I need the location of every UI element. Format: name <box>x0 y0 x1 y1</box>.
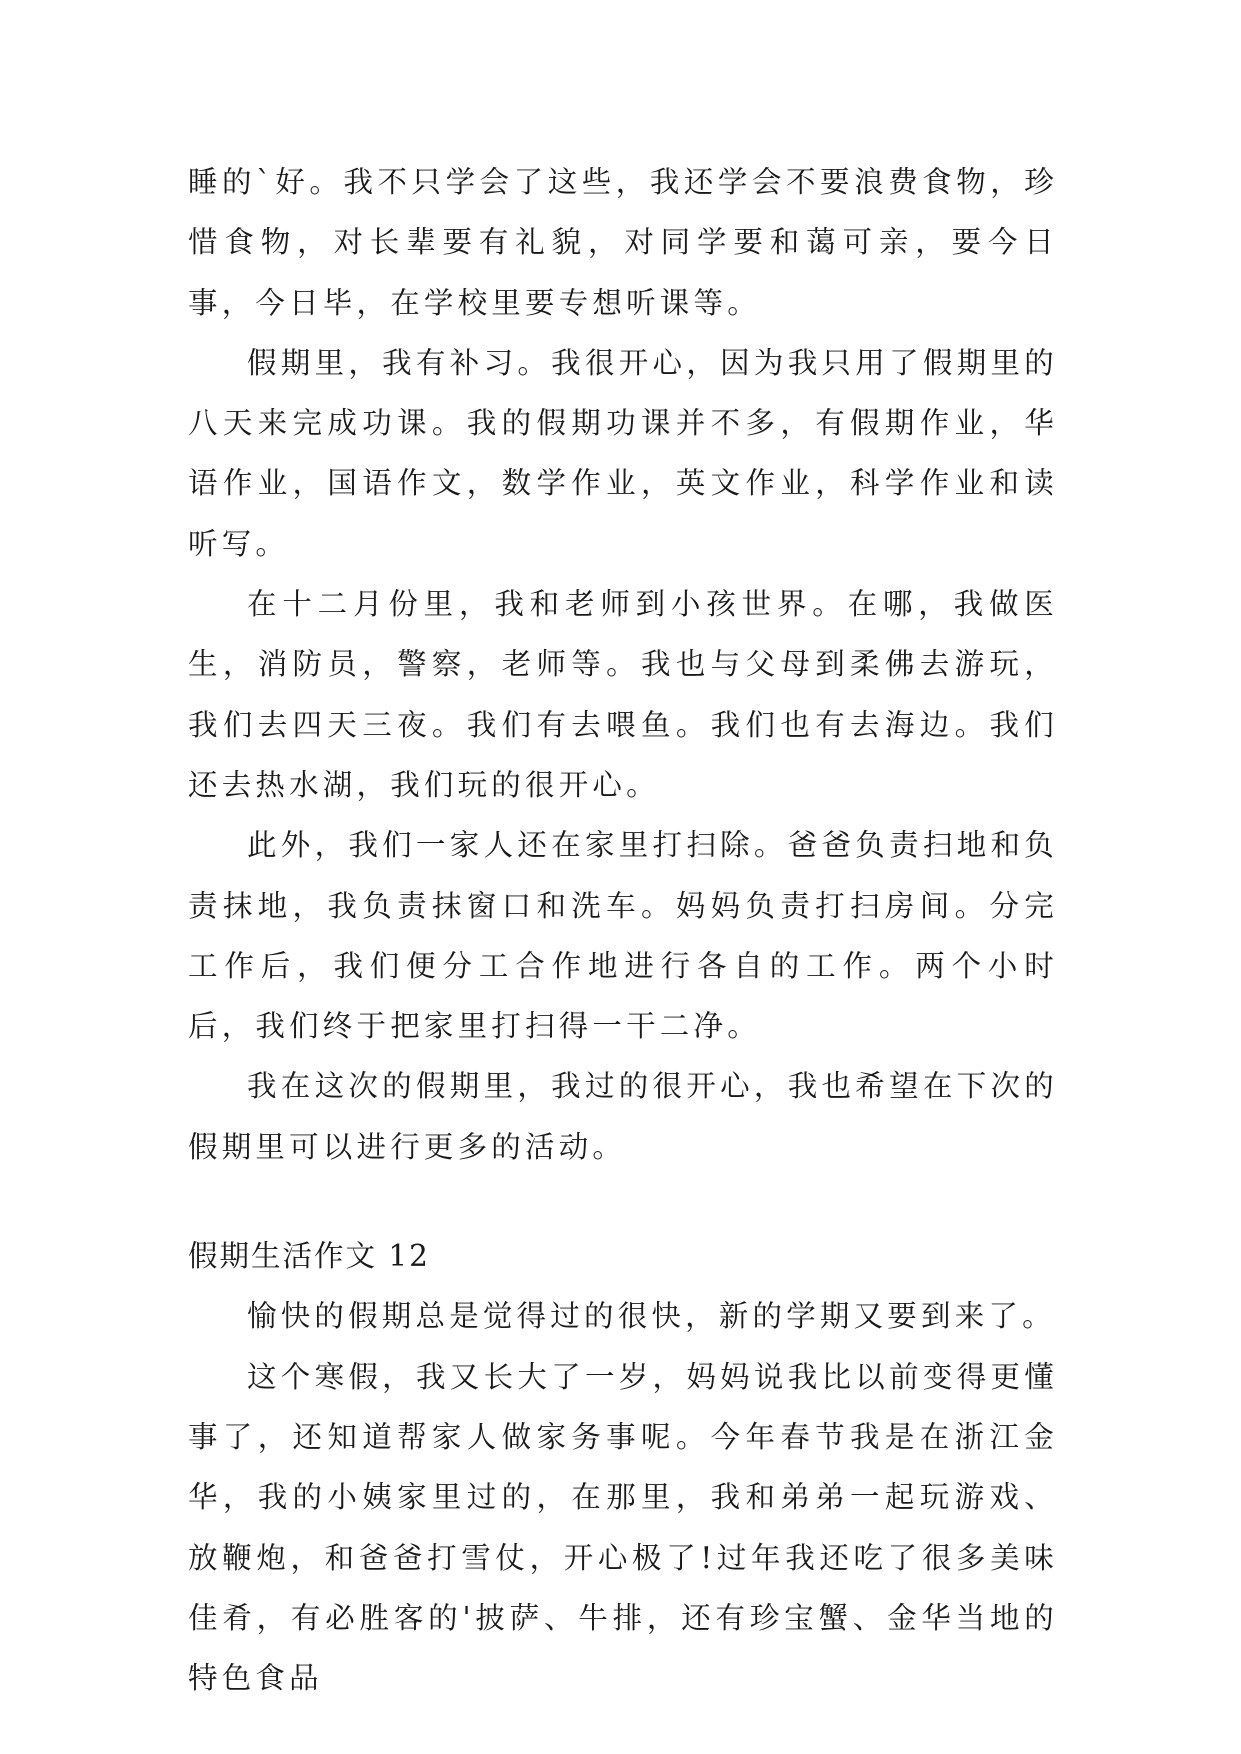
paragraph-conclusion: 我在这次的假期里，我过的很开心，我也希望在下次的假期里可以进行更多的活动。 <box>188 1069 1058 1164</box>
section-title: 假期生活作文 12 <box>188 1239 430 1274</box>
paragraph-winter-break: 这个寒假，我又长大了一岁，妈妈说我比以前变得更懂事了，还知道帮家人做家务事呢。今年春节我是在浙江金华，我的小姨家里过的，在那里，我和弟弟一起玩游戏、放鞭炮，和爸爸打雪仗，开心极了!过年我还吃了很多美味佳肴，有必胜客的'披萨、牛排，还有珍宝蟹、金华当地的特色食品 <box>188 1359 1058 1696</box>
paragraph-trip: 在十二月份里，我和老师到小孩世界。在哪，我做医生，消防员，警察，老师等。我也与父母到柔佛去游玩，我们去四天三夜。我们有去喂鱼。我们也有去海边。我们还去热水湖，我们玩的很开心。 <box>188 587 1058 802</box>
section-spacer <box>188 1177 1058 1226</box>
document-body <box>188 152 1058 1708</box>
paragraph-intro: 愉快的假期总是觉得过的很快，新的学期又要到来了。 <box>247 1299 1056 1334</box>
paragraph-cleaning: 此外，我们一家人还在家里打扫除。爸爸负责扫地和负责抹地，我负责抹窗口和洗车。妈妈负责打扫房间。分完工作后，我们便分工合作地进行各自的工作。两个小时后，我们终于把家里打扫得一干二净。 <box>188 828 1058 1044</box>
paragraph-homework: 假期里，我有补习。我很开心，因为我只用了假期里的八天来完成功课。我的假期功课并不多，有假期作业，华语作业，国语作文，数学作业，英文作业，科学作业和读听写。 <box>188 345 1058 561</box>
paragraph-continuation: 睡的`好。我不只学会了这些，我还学会不要浪费食物，珍惜食物，对长辈要有礼貌，对同学要和蔼可亲，要今日事，今日毕，在学校里要专想听课等。 <box>188 165 1058 320</box>
